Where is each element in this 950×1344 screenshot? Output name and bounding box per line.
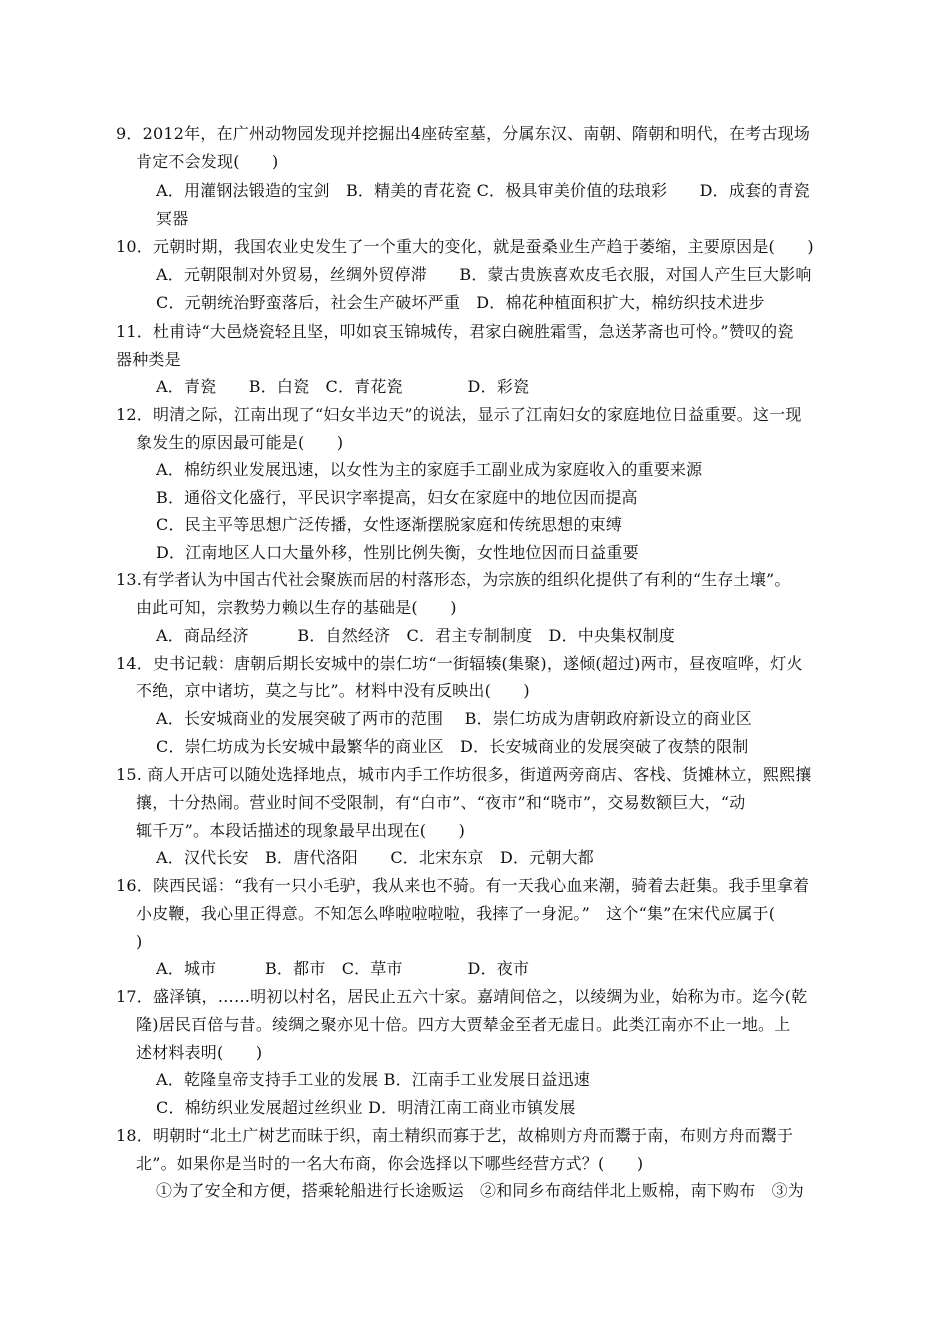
text-line: 14．史书记载：唐朝后期长安城中的崇仁坊“一街辐辏(集聚)，遂倾(超过)两市，昼夜喧哗，灯火 [116,654,803,673]
text-line: 不绝，京中诸坊，莫之与比”。材料中没有反映出( ) [136,681,530,700]
text-line: 冥器 [156,209,189,228]
text-line: ①为了安全和方便，搭乘轮船进行长途贩运 ②和同乡布商结伴北上贩棉，南下购布 ③为 [156,1181,805,1200]
text-line: 16．陕西民谣：“我有一只小毛驴，我从来也不骑。有一天我心血来潮，骑着去赶集。我手里拿着 [116,876,810,895]
text-line: 隆)居民百倍与昔。绫绸之聚亦见十倍。四方大贾辇金至者无虚日。此类江南亦不止一地。上 [136,1015,791,1034]
text-line: 10．元朝时期，我国农业史发生了一个重大的变化，就是蚕桑业生产趋于萎缩，主要原因是( ) [116,237,814,256]
text-line: 17．盛泽镇，……明初以村名，居民止五六十家。嘉靖间倍之，以绫绸为业，始称为市。迄今(乾 [116,987,808,1006]
text-line: B．通俗文化盛行，平民识字率提高，妇女在家庭中的地位因而提高 [156,488,638,507]
text-line: C．棉纺织业发展超过丝织业 D．明清江南工商业市镇发展 [156,1098,576,1117]
text-line: D．江南地区人口大量外移，性别比例失衡，女性地位因而日益重要 [156,543,639,562]
text-line: 11．杜甫诗“大邑烧瓷轻且坚，叩如哀玉锦城传，君家白碗胜霜雪，急送茅斋也可怜。”赞叹的瓷 [116,322,794,341]
text-line: 器种类是 [116,350,181,369]
text-line: 13.有学者认为中国古代社会聚族而居的村落形态，为宗族的组织化提供了有利的“生存土壤”。 [116,570,791,589]
text-line: 攘，十分热闹。营业时间不受限制，有“白市”、“夜市”和“晓市”，交易数额巨大，“动 [136,793,746,812]
text-line: A．青瓷 B．白瓷 C．青花瓷 D．彩瓷 [156,377,530,396]
text-line: A．棉纺织业发展迅速，以女性为主的家庭手工副业成为家庭收入的重要来源 [156,460,703,479]
text-line: 12．明清之际，江南出现了“妇女半边天”的说法，显示了江南妇女的家庭地位日益重要。这一现 [116,405,802,424]
text-line: 9．2012年，在广州动物园发现并挖掘出4座砖室墓，分属东汉、南朝、隋朝和明代，在考古现场 [116,124,811,143]
text-line: A．商品经济 B．自然经济 C．君主专制制度 D．中央集权制度 [156,626,675,645]
text-line: A．长安城商业的发展突破了两市的范围 B．崇仁坊成为唐朝政府新设立的商业区 [156,709,752,728]
text-line: 辄千万”。本段话描述的现象最早出现在( ) [136,821,466,840]
text-line: 由此可知，宗教势力赖以生存的基础是( ) [136,598,457,617]
text-line: 象发生的原因最可能是( ) [136,433,344,452]
text-line: C．崇仁坊成为长安城中最繁华的商业区 D．长安城商业的发展突破了夜禁的限制 [156,737,749,756]
text-line: A．用灌钢法锻造的宝剑 B．精美的青花瓷 C．极具审美价值的珐琅彩 D．成套的青瓷 [156,181,810,200]
text-line: C．元朝统治野蛮落后，社会生产破坏严重 D．棉花种植面积扩大，棉纺织技术进步 [156,293,765,312]
text-line: 18．明朝时“北土广树艺而昧于织，南土精织而寡于艺，故棉则方舟而鬻于南，布则方舟而鬻于 [116,1126,794,1145]
text-line: A．汉代长安 B．唐代洛阳 C．北宋东京 D．元朝大都 [156,848,594,867]
text-line: 述材料表明( ) [136,1043,263,1062]
text-line: A．城市 B．都市 C．草市 D．夜市 [156,959,530,978]
text-line: ) [136,932,143,951]
text-line: C．民主平等思想广泛传播，女性逐渐摆脱家庭和传统思想的束缚 [156,515,623,534]
text-line: A．元朝限制对外贸易，丝绸外贸停滞 B．蒙古贵族喜欢皮毛衣服，对国人产生巨大影响 [156,265,812,284]
text-line: 15. 商人开店可以随处选择地点，城市内手工作坊很多，街道两旁商店、客栈、货摊林立，熙熙攘 [116,765,812,784]
text-line: 小皮鞭，我心里正得意。不知怎么哗啦啦啦啦，我摔了一身泥。” 这个“集”在宋代应属于( [136,904,776,923]
text-line: 肯定不会发现( ) [136,152,279,171]
text-line: 北”。如果你是当时的一名大布商，你会选择以下哪些经营方式？( ) [136,1154,644,1173]
text-line: A．乾隆皇帝支持手工业的发展 B．江南手工业发展日益迅速 [156,1070,590,1089]
